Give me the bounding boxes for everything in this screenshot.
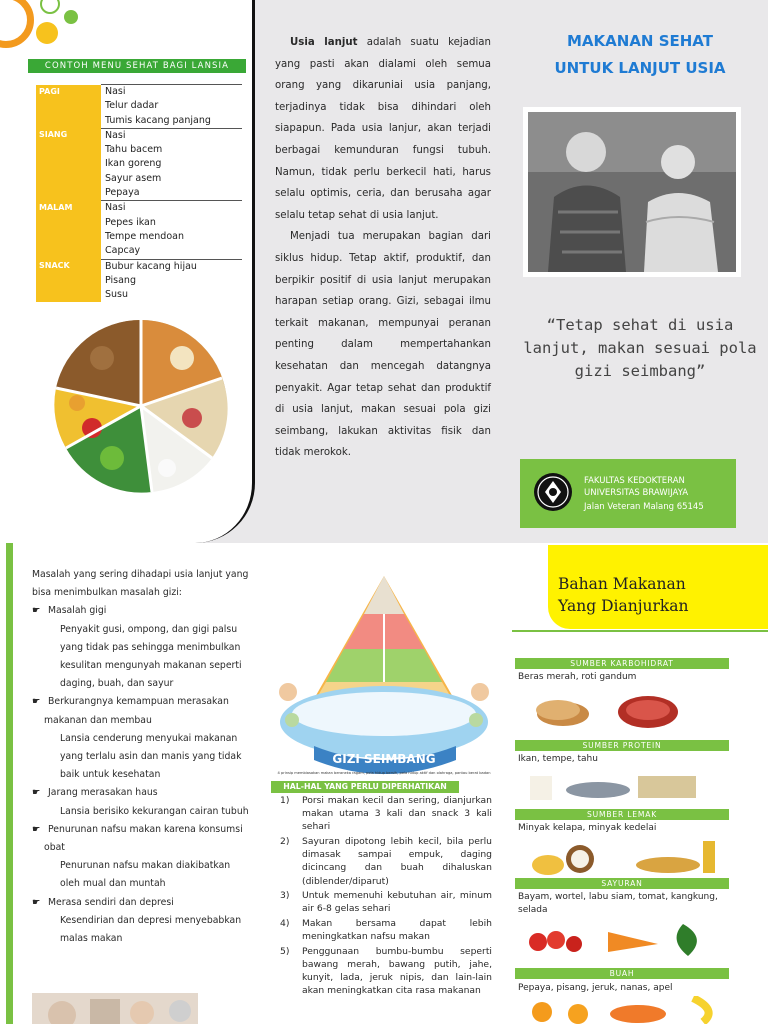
tip-text: Penggunaan bumbu-bumbu seperti bawang merah, bawang putih, jahe, kunyit, lada, jeruk nipis, dan lain-lain akan meningkatkan cita rasa makanan: [302, 945, 492, 997]
tip-text: Sayuran dipotong lebih kecil, bila perlu dimasak sampai empuk, daging dicincang dan buah dihaluskan (diblender/diparut): [302, 836, 492, 887]
tip-text: Porsi makan kecil dan sering, dianjurkan makan utama 3 kali dan snack 3 kali sehari: [302, 795, 492, 833]
gizi-seimbang-pyramid-image: [274, 574, 495, 779]
tip-number: 2): [280, 836, 290, 847]
tip-item: [280, 917, 492, 943]
menu-meal-label: SIANG: [36, 128, 101, 200]
category-desc: Pepaya, pisang, jeruk, nanas, apel: [518, 983, 673, 993]
category-food-image: [518, 766, 728, 808]
cover-panel: [512, 0, 768, 543]
menu-table: [36, 84, 242, 302]
menu-item: Tempe mendoan: [105, 230, 184, 242]
menu-item: Capcay: [105, 245, 141, 257]
intro-p2: Menjadi tua merupakan bagian dari siklus hidup. Tetap aktif, produktif, dan berpikir positif di usia lanjut merupakan harapan setiap orang. Gizi, sebagai ilmu terkait makanan, mempunyai peranan penting dalam mempertahankan kesehatan dan mencegah datangnya penyakit. Agar tetap sehat dan produktif di usia lanjut, makan sesuai pola gizi seimbang, lakukan aktivitas fisik dan tidak merokok.: [275, 231, 491, 459]
category-food-image: [518, 690, 728, 732]
menu-meal-items: [101, 201, 242, 259]
faculty-line-2: UNIVERSITAS BRAWIJAYA: [584, 487, 689, 498]
green-divider: [512, 630, 768, 632]
menu-meal-items: [101, 259, 242, 302]
intro-panel: [255, 0, 510, 543]
problem-title: [32, 894, 250, 912]
problem-title-text: Berkurangnya kemampuan merasakan makanan dan membau: [44, 696, 229, 726]
problem-desc: Lansia cenderung menyukai makanan yang terlalu asin dan manis yang tidak baik untuk kesehatan: [60, 732, 242, 781]
pointing-hand-icon: ☛: [32, 696, 41, 708]
menu-header: CONTOH MENU SEHAT BAGI LANSIA: [28, 59, 246, 73]
tips-header: HAL-HAL YANG PERLU DIPERHATIKAN: [271, 781, 459, 793]
pointing-hand-icon: ☛: [32, 823, 41, 835]
problems-intro: Masalah yang sering dihadapi usia lanjut yang bisa menimbulkan masalah gizi:: [32, 569, 249, 599]
menu-row: [36, 128, 242, 200]
tip-item: [280, 889, 492, 915]
pyramid-tagline: 4 prinsip membiasakan makan beraneka ragam, pola hidup bersih, pola hidup aktif dan olahraga, pantau berat badan: [277, 771, 491, 775]
pyramid-title: GIZI SEIMBANG: [332, 752, 436, 766]
elderly-eating-photo: [32, 993, 198, 1024]
faculty-line-1: FAKULTAS KEDOKTERAN: [584, 476, 685, 486]
tip-number: 5): [280, 945, 290, 957]
menu-meal-label: PAGI: [36, 85, 101, 129]
recommended-title: [558, 573, 689, 617]
problem-desc: Kesendirian dan depresi menyebabkan malas makan: [60, 914, 242, 945]
category-header: SUMBER PROTEIN: [515, 740, 729, 751]
title-line-1: MAKANAN SEHAT: [567, 32, 713, 50]
title-line-2: UNTUK LANJUT USIA: [554, 59, 726, 77]
decor-circle-orange: [0, 0, 34, 48]
food-wheel-image: [52, 318, 230, 494]
category-header: BUAH: [515, 968, 729, 979]
tip-text: Makan bersama dapat lebih meningkatkan nafsu makan: [302, 918, 492, 943]
decor-circle-green: [64, 10, 78, 24]
tip-item: [280, 794, 492, 834]
category-food-image: [518, 918, 728, 960]
faculty-text: [584, 476, 704, 514]
category-header: SUMBER LEMAK: [515, 809, 729, 820]
menu-meal-items: [101, 128, 242, 200]
problem-title-text: Jarang merasakan haus: [48, 787, 158, 799]
menu-meal-items: [101, 85, 242, 129]
menu-meal-label: SNACK: [36, 259, 101, 302]
menu-row: [36, 201, 242, 259]
menu-item: Bubur kacang hijau: [105, 260, 197, 272]
problem-title-text: Merasa sendiri dan depresi: [48, 896, 174, 908]
problem-title: [32, 821, 250, 857]
category-food-image: [518, 835, 728, 877]
category-desc: Beras merah, roti gandum: [518, 672, 637, 682]
menu-item: Tumis kacang panjang: [105, 114, 211, 126]
tip-text: Untuk memenuhi kebutuhan air, minum air 6-8 gelas sehari: [302, 890, 492, 915]
menu-item: Pisang: [105, 274, 136, 286]
recommended-title-box: [548, 545, 768, 629]
category-desc: Ikan, tempe, tahu: [518, 754, 598, 764]
tip-number: 3): [280, 890, 290, 902]
problem-desc: Lansia berisiko kekurangan cairan tubuh: [60, 805, 249, 817]
category-desc: Bayam, wortel, labu siam, tomat, kangkung, selada: [518, 892, 718, 915]
brochure-title: [512, 28, 768, 82]
pointing-hand-icon: ☛: [32, 605, 41, 617]
menu-item: Nasi: [105, 86, 126, 97]
intro-p1: adalah suatu kejadian yang pasti akan dialami oleh semua orang yang dikaruniai usia panjang, terjadinya tidak bisa dihindari oleh siapapun. Pada usia lanjur, akan terjadi berbagai kemunduran fungsi tubuh. Namun, tidak perlu berkecil hati, harus selalu optimis, ceria, dan berusaha agar selalu tetap sehat di usia lanjut.: [275, 37, 492, 221]
problem-title: [32, 784, 250, 802]
recommended-title-line-2: Yang Dianjurkan: [558, 597, 689, 615]
faculty-address: Jalan Veteran Malang 65145: [584, 502, 704, 512]
menu-item: Nasi: [105, 129, 126, 141]
green-side-bar: [6, 543, 13, 1024]
category-header: SAYURAN: [515, 878, 729, 889]
problem-title: [32, 693, 250, 729]
menu-item: Nasi: [105, 202, 126, 214]
category-desc: Minyak kelapa, minyak kedelai: [518, 823, 657, 833]
menu-row: [36, 259, 242, 302]
intro-bold: Usia lanjut: [290, 37, 358, 48]
faculty-box: [520, 459, 736, 528]
tips-list: [280, 794, 492, 999]
problem-desc: Penyakit gusi, ompong, dan gigi palsu yang tidak pas sehingga menimbulkan kesulitan mengunyah makanan seperti daging, buah, dan sayur: [60, 623, 242, 690]
menu-item: Telur dadar: [105, 100, 159, 112]
menu-panel: [0, 0, 255, 543]
elderly-couple-photo: [523, 107, 741, 277]
problems-list: [32, 566, 250, 948]
menu-item: Pepaya: [105, 187, 140, 199]
menu-meal-label: MALAM: [36, 201, 101, 259]
university-logo-icon: [533, 472, 573, 512]
tip-number: 4): [280, 918, 290, 929]
pointing-hand-icon: ☛: [32, 787, 41, 799]
menu-item: Tahu bacem: [105, 144, 163, 156]
category-food-image: [518, 996, 728, 1024]
pointing-hand-icon: ☛: [32, 896, 41, 908]
decor-circle-yellow: [36, 22, 58, 44]
menu-item: Sayur asem: [105, 172, 162, 184]
menu-item: Ikan goreng: [105, 158, 162, 170]
tip-item: [280, 945, 492, 998]
problem-title-text: Penurunan nafsu makan karena konsumsi obat: [44, 823, 243, 854]
tip-number: 1): [280, 795, 290, 806]
recommended-title-line-1: Bahan Makanan: [558, 575, 686, 593]
quote: “Tetap sehat di usia lanjut, makan sesuai pola gizi seimbang”: [523, 316, 757, 380]
menu-item: Pepes ikan: [105, 216, 156, 228]
intro-text: [275, 32, 491, 464]
problem-title-text: Masalah gigi: [48, 605, 107, 617]
problem-desc: Penurunan nafsu makan diakibatkan oleh mual dan muntah: [60, 860, 231, 890]
tip-item: [280, 835, 492, 888]
decor-circle-small: [40, 0, 60, 14]
menu-item: Susu: [105, 289, 129, 301]
category-header: SUMBER KARBOHIDRAT: [515, 658, 729, 669]
menu-row: [36, 85, 242, 129]
problem-title: [32, 602, 250, 620]
